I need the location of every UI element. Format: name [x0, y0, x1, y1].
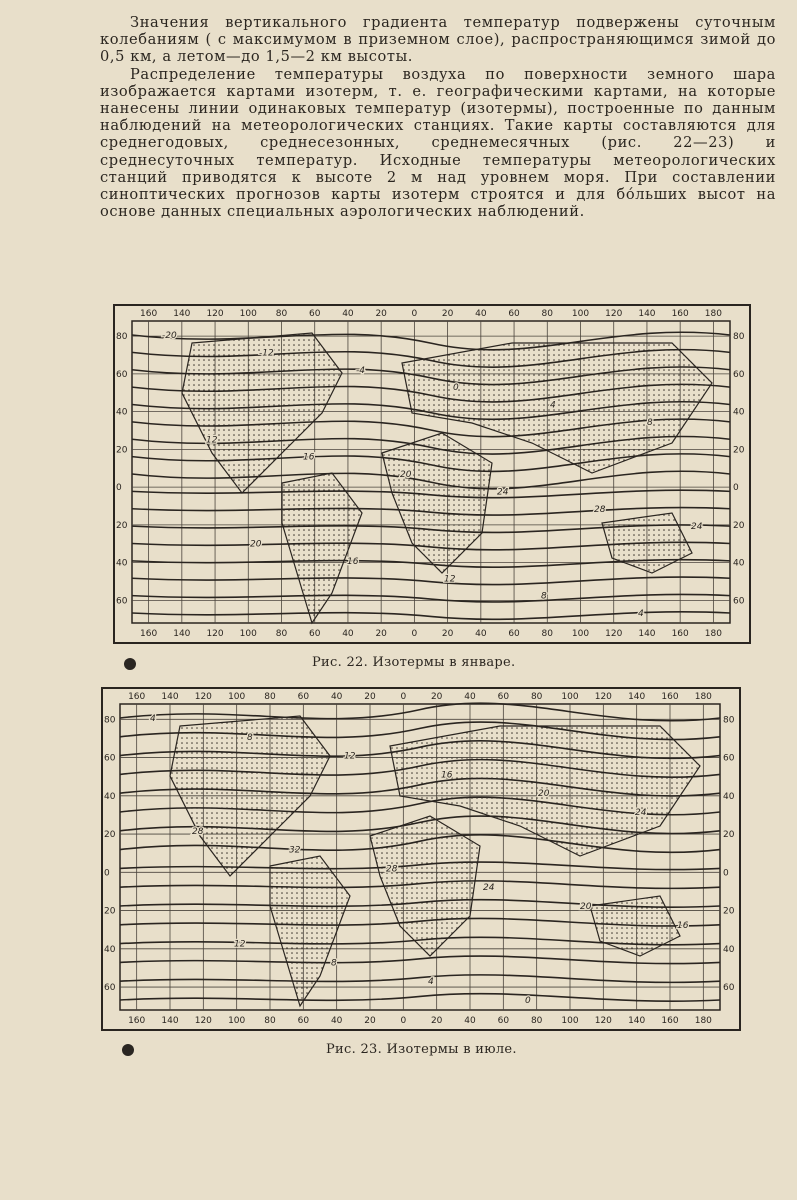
longitude-label-bottom: 0 — [411, 629, 418, 639]
isotherm-label: 16 — [441, 770, 453, 781]
isotherm-label: 12 — [344, 751, 356, 762]
longitude-label-top: 80 — [264, 692, 276, 702]
latitude-label-right: 60 — [723, 983, 735, 994]
latitude-label-left: 60 — [104, 983, 116, 994]
longitude-label-top: 20 — [430, 692, 443, 702]
longitude-label-top: 60 — [508, 309, 520, 319]
longitude-label-top: 120 — [194, 692, 212, 702]
isotherm-label: 0 — [525, 996, 531, 1006]
latitude-label-right: 40 — [733, 407, 745, 418]
isotherm-label: 28 — [192, 826, 204, 837]
longitude-label-top: 120 — [605, 309, 623, 319]
isotherm-label: 32 — [289, 845, 301, 856]
isotherm-label: 20 — [400, 470, 412, 480]
longitude-label-bottom: 60 — [497, 1016, 510, 1026]
longitude-label-top: 20 — [441, 309, 454, 319]
longitude-label-bottom: 40 — [342, 629, 354, 639]
longitude-label-bottom: 160 — [671, 629, 689, 639]
longitude-label-bottom: 60 — [508, 629, 520, 639]
longitude-label-top: 40 — [330, 692, 343, 702]
isotherm-label: 28 — [386, 864, 398, 875]
latitude-label-left: 40 — [104, 944, 116, 955]
longitude-label-top: 40 — [342, 309, 354, 319]
isotherm-label: 4 — [150, 714, 156, 724]
longitude-label-bottom: 80 — [530, 1016, 543, 1026]
longitude-label-bottom: 0 — [400, 1016, 407, 1026]
longitude-label-top: 160 — [671, 309, 689, 319]
longitude-label-bottom: 120 — [206, 629, 224, 639]
longitude-label-bottom: 120 — [594, 1016, 612, 1026]
isotherm-label: 4 — [428, 977, 434, 988]
longitude-label-bottom: 80 — [541, 629, 554, 639]
isotherm-line — [132, 577, 730, 585]
longitude-label-bottom: 140 — [173, 629, 191, 639]
longitude-label-bottom: 180 — [704, 629, 722, 639]
longitude-label-top: 140 — [628, 692, 646, 702]
isotherm-label: -12 — [259, 348, 274, 359]
isotherm-label: 4 — [550, 400, 556, 411]
longitude-label-top: 60 — [297, 692, 310, 702]
isotherm-line — [120, 956, 720, 964]
longitude-label-top: 100 — [571, 309, 590, 319]
longitude-label-bottom: 80 — [275, 629, 288, 639]
longitude-label-top: 60 — [497, 692, 510, 702]
latitude-label-left: 0 — [104, 868, 110, 879]
isotherm-label: -4 — [356, 365, 365, 376]
longitude-label-bottom: 100 — [561, 1016, 579, 1026]
longitude-label-top: 140 — [161, 692, 179, 702]
longitude-label-bottom: 160 — [661, 1016, 679, 1026]
isotherm-line — [120, 703, 720, 721]
longitude-label-bottom: 100 — [239, 629, 257, 639]
isotherm-label: 24 — [483, 883, 495, 894]
longitude-label-bottom: 40 — [475, 629, 487, 639]
latitude-label-right: 20 — [733, 520, 745, 531]
isotherm-label: 20 — [250, 539, 262, 550]
latitude-label-left: 60 — [116, 369, 128, 380]
figure-caption-22: Рис. 22. Изотермы в январе. — [312, 655, 516, 670]
latitude-label-right: 60 — [733, 369, 745, 380]
latitude-label-right: 0 — [723, 868, 729, 879]
latitude-label-left: 40 — [116, 558, 128, 569]
isotherm-label: 12 — [444, 574, 456, 585]
longitude-label-bottom: 160 — [128, 1016, 146, 1026]
longitude-label-bottom: 120 — [194, 1016, 212, 1026]
paragraph-2: Распределение температуры воздуха по поверхности земного шара изображается картами изотерм, т. е. географическими картами, на которые нанесены линии одинаковых температур (изотермы), построенные по данным наблюдений на метеорологических станциях. Такие карты составляются для среднегодовых, среднесезонных, среднемесячных (рис. 22—23) и среднесуточных температур. Исходные температуры метеорологических станций приводятся к высоте 2 м над уровнем моря. При составлении синоптических прогнозов карты изотерм строятся и для бо́льших высот на основе данных специальных аэрологических наблюдений. — [100, 65, 776, 221]
latitude-label-right: 40 — [723, 791, 735, 802]
latitude-label-right: 20 — [723, 906, 735, 917]
isotherm-label: 8 — [247, 732, 253, 743]
latitude-label-left: 0 — [116, 483, 122, 494]
longitude-label-top: 140 — [173, 309, 191, 319]
longitude-label-top: 140 — [638, 309, 656, 319]
isotherm-label: -20 — [162, 331, 177, 341]
punch-hole — [124, 658, 136, 670]
latitude-label-left: 60 — [104, 753, 116, 764]
longitude-label-bottom: 140 — [638, 629, 656, 639]
latitude-label-right: 80 — [723, 715, 735, 726]
isotherm-label: 24 — [497, 487, 509, 498]
isotherm-label: 28 — [594, 504, 606, 515]
longitude-label-top: 180 — [704, 309, 722, 319]
isotherm-label: 12 — [206, 435, 218, 446]
longitude-label-bottom: 140 — [161, 1016, 179, 1026]
longitude-label-bottom: 60 — [297, 1016, 310, 1026]
isotherm-label: 16 — [347, 556, 359, 567]
longitude-label-bottom: 20 — [375, 629, 387, 639]
longitude-label-bottom: 140 — [628, 1016, 646, 1026]
longitude-label-top: 160 — [661, 692, 679, 702]
latitude-label-right: 0 — [733, 483, 739, 494]
longitude-label-top: 160 — [140, 309, 158, 319]
longitude-label-top: 180 — [694, 692, 712, 702]
longitude-label-top: 100 — [228, 692, 246, 702]
latitude-label-right: 80 — [733, 332, 745, 343]
longitude-label-top: 0 — [400, 692, 407, 702]
isotherm-map-january — [112, 303, 752, 645]
longitude-label-bottom: 100 — [571, 629, 590, 639]
longitude-label-bottom: 120 — [605, 629, 623, 639]
longitude-label-bottom: 100 — [228, 1016, 246, 1026]
isotherm-label: 16 — [677, 920, 689, 931]
longitude-label-top: 100 — [561, 692, 579, 702]
longitude-label-bottom: 80 — [264, 1016, 276, 1026]
isotherm-label: 4 — [638, 609, 644, 619]
latitude-label-right: 20 — [723, 830, 735, 841]
latitude-label-left: 60 — [116, 596, 128, 607]
longitude-label-bottom: 40 — [330, 1016, 343, 1026]
longitude-label-top: 40 — [475, 309, 487, 319]
body-text — [100, 14, 776, 220]
isotherm-label: 8 — [541, 591, 547, 602]
isotherm-line — [120, 994, 720, 1002]
longitude-label-top: 40 — [464, 692, 476, 702]
longitude-label-top: 120 — [206, 309, 224, 319]
latitude-label-left: 20 — [104, 906, 116, 917]
longitude-label-top: 80 — [541, 309, 554, 319]
longitude-label-top: 20 — [364, 692, 376, 702]
longitude-label-top: 80 — [275, 309, 288, 319]
longitude-label-top: 60 — [308, 309, 321, 319]
isotherm-label: 0 — [453, 383, 459, 394]
latitude-label-right: 40 — [733, 558, 745, 569]
isotherm-label: 8 — [331, 958, 337, 969]
longitude-label-bottom: 20 — [364, 1016, 376, 1026]
isotherm-label: 16 — [303, 452, 315, 463]
latitude-label-left: 20 — [116, 445, 128, 456]
longitude-label-top: 20 — [375, 309, 387, 319]
continent-outline — [270, 856, 350, 1006]
longitude-label-bottom: 160 — [140, 629, 158, 639]
latitude-label-right: 60 — [723, 753, 735, 764]
figure-caption-23: Рис. 23. Изотермы в июле. — [326, 1042, 517, 1057]
isotherm-label: 20 — [538, 789, 550, 800]
latitude-label-left: 80 — [116, 332, 128, 343]
longitude-label-bottom: 60 — [308, 629, 321, 639]
latitude-label-left: 20 — [104, 830, 116, 841]
longitude-label-bottom: 20 — [430, 1016, 443, 1026]
longitude-label-top: 120 — [594, 692, 612, 702]
paragraph-1: Значения вертикального градиента температур подвержены суточным колебаниям ( с максимумом в приземном слое), распространяющимся зимой до 0,5 км, а летом—до 1,5—2 км высоты. — [100, 14, 776, 66]
latitude-label-right: 20 — [733, 445, 745, 456]
longitude-label-top: 160 — [128, 692, 146, 702]
longitude-label-top: 0 — [411, 309, 418, 319]
latitude-label-left: 40 — [104, 791, 116, 802]
isotherm-label: 20 — [580, 902, 592, 912]
isotherm-line — [132, 591, 730, 602]
longitude-label-bottom: 40 — [464, 1016, 476, 1026]
latitude-label-right: 40 — [723, 944, 735, 955]
isotherm-label: 24 — [635, 808, 647, 818]
longitude-label-top: 100 — [239, 309, 257, 319]
isotherm-label: 24 — [691, 522, 703, 533]
punch-hole — [122, 1044, 134, 1056]
longitude-label-bottom: 180 — [694, 1016, 712, 1026]
latitude-label-left: 20 — [116, 520, 128, 531]
isotherm-label: 12 — [234, 939, 246, 950]
latitude-label-left: 40 — [116, 407, 128, 418]
longitude-label-top: 80 — [530, 692, 543, 702]
isotherm-line — [120, 975, 720, 983]
isotherm-label: 8 — [647, 417, 653, 428]
latitude-label-right: 60 — [733, 596, 745, 607]
longitude-label-bottom: 20 — [441, 629, 454, 639]
latitude-label-left: 80 — [104, 715, 116, 726]
isotherm-map-july — [100, 686, 742, 1032]
